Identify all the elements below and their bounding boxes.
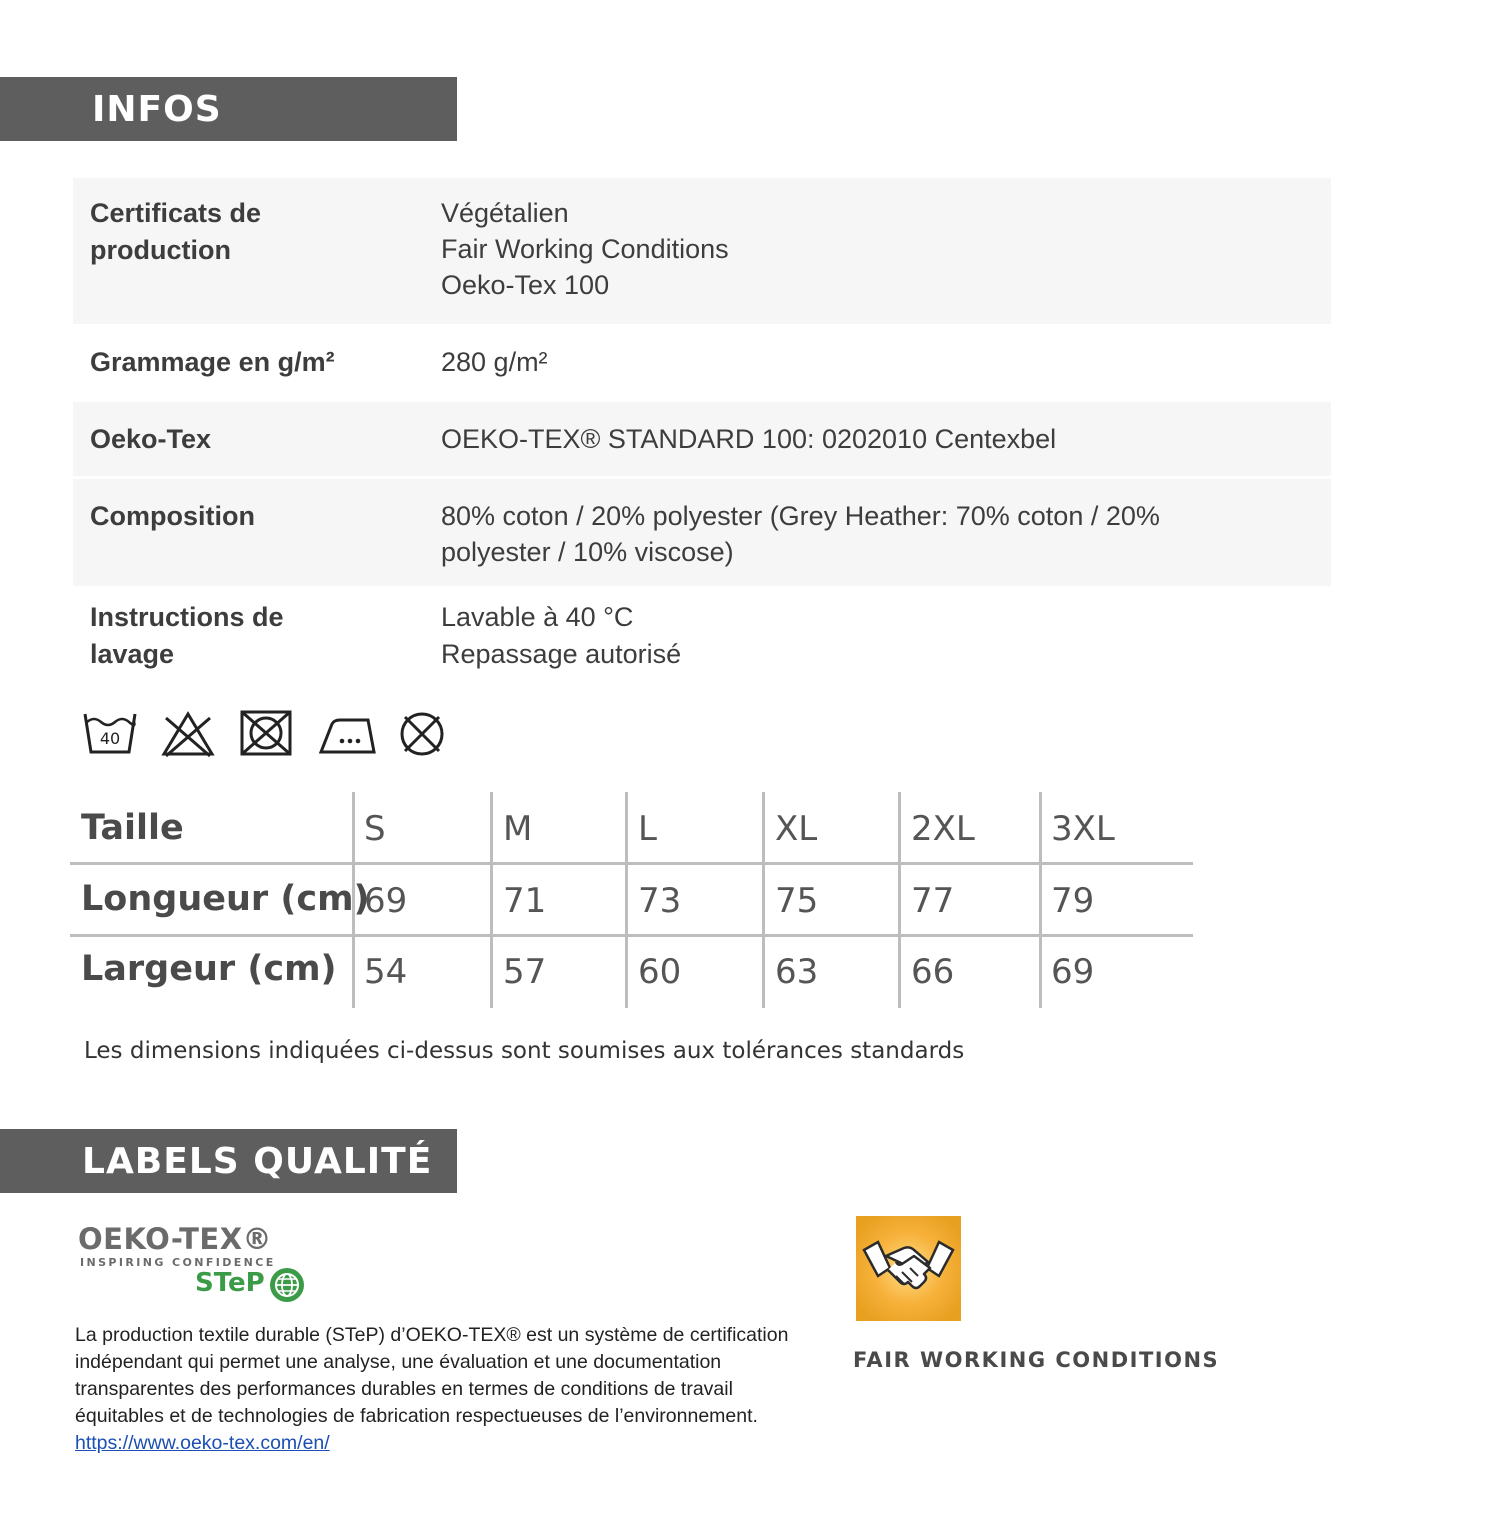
wash-40-icon (82, 708, 138, 758)
info-row-certificates (73, 178, 1331, 324)
no-dry-clean-icon (396, 708, 448, 758)
size-header-cell: 3XL (1051, 809, 1115, 849)
info-label: Certificats de production (90, 198, 262, 265)
size-cell: 66 (911, 952, 955, 992)
info-row-washing (73, 590, 1331, 686)
size-cell: 71 (503, 881, 547, 921)
oeko-tex-tagline: INSPIRING CONFIDENCE (80, 1256, 276, 1269)
tolerance-note: Les dimensions indiquées ci-dessus sont soumises aux tolérances standards (84, 1038, 965, 1064)
info-value: 80% coton / 20% polyester (Grey Heather: 70% coton / 20% polyester / 10% viscose) (441, 501, 1160, 567)
column-divider (762, 792, 765, 1008)
size-row-label: Largeur (cm) (81, 949, 337, 989)
handshake-icon (856, 1216, 961, 1321)
oeko-tex-logo-name: OEKO-TEX® (78, 1222, 273, 1256)
size-header-cell: 2XL (911, 809, 975, 849)
info-label: Oeko-Tex (90, 424, 212, 454)
column-divider (898, 792, 901, 1008)
labels-section-title: LABELS QUALITÉ (0, 1129, 457, 1193)
size-header-cell: L (638, 809, 657, 849)
row-divider (70, 934, 1193, 937)
size-header-label: Taille (81, 808, 184, 848)
row-divider (70, 862, 1193, 865)
column-divider (625, 792, 628, 1008)
svg-text:40: 40 (99, 729, 121, 748)
size-cell: 69 (364, 881, 408, 921)
info-value: OEKO-TEX® STANDARD 100: 0202010 Centexbel (441, 424, 1057, 454)
no-tumble-dry-icon (238, 708, 294, 758)
info-label: Instructions de lavage (90, 602, 284, 669)
info-value: Lavable à 40 °C Repassage autorisé (441, 602, 682, 669)
size-cell: 63 (775, 952, 819, 992)
size-cell: 79 (1051, 881, 1095, 921)
iron-low-icon (318, 708, 378, 758)
size-cell: 77 (911, 881, 955, 921)
info-row-oeko-tex (73, 402, 1331, 476)
info-row-grammage (73, 326, 1331, 400)
info-row-composition (73, 479, 1331, 586)
size-cell: 54 (364, 952, 408, 992)
info-label: Composition (90, 501, 255, 531)
oeko-tex-link[interactable]: https://www.oeko-tex.com/en/ (75, 1432, 330, 1454)
globe-icon (268, 1266, 306, 1304)
size-cell: 57 (503, 952, 547, 992)
column-divider (1039, 792, 1042, 1008)
infos-section-title: INFOS (0, 77, 457, 141)
size-cell: 69 (1051, 952, 1095, 992)
column-divider (490, 792, 493, 1008)
no-bleach-icon (160, 708, 216, 758)
info-value: Végétalien Fair Working Conditions Oeko-Tex 100 (441, 198, 729, 300)
step-label: STeP (195, 1268, 265, 1298)
size-header-cell: XL (775, 809, 818, 849)
oeko-tex-description: La production textile durable (STeP) d’OEKO-TEX® est un système de certification indépendant qui permet une analyse, une évaluation et une documentation transparentes des performances durables en termes de conditions de travail équitables et de technologies de fabrication respectueuses de l’environnement. https://www.oeko-tex.com/en/ (75, 1324, 789, 1454)
size-table (70, 792, 1195, 1017)
size-cell: 73 (638, 881, 682, 921)
size-cell: 75 (775, 881, 819, 921)
size-header-cell: M (503, 809, 533, 849)
info-value: 280 g/m² (441, 347, 548, 377)
size-cell: 60 (638, 952, 682, 992)
size-header-cell: S (364, 809, 386, 849)
size-row-label: Longueur (cm) (81, 879, 370, 919)
info-label: Grammage en g/m² (90, 347, 335, 377)
oeko-tex-step-logo (78, 1222, 318, 1306)
fair-working-conditions-label: FAIR WORKING CONDITIONS (853, 1348, 1220, 1372)
